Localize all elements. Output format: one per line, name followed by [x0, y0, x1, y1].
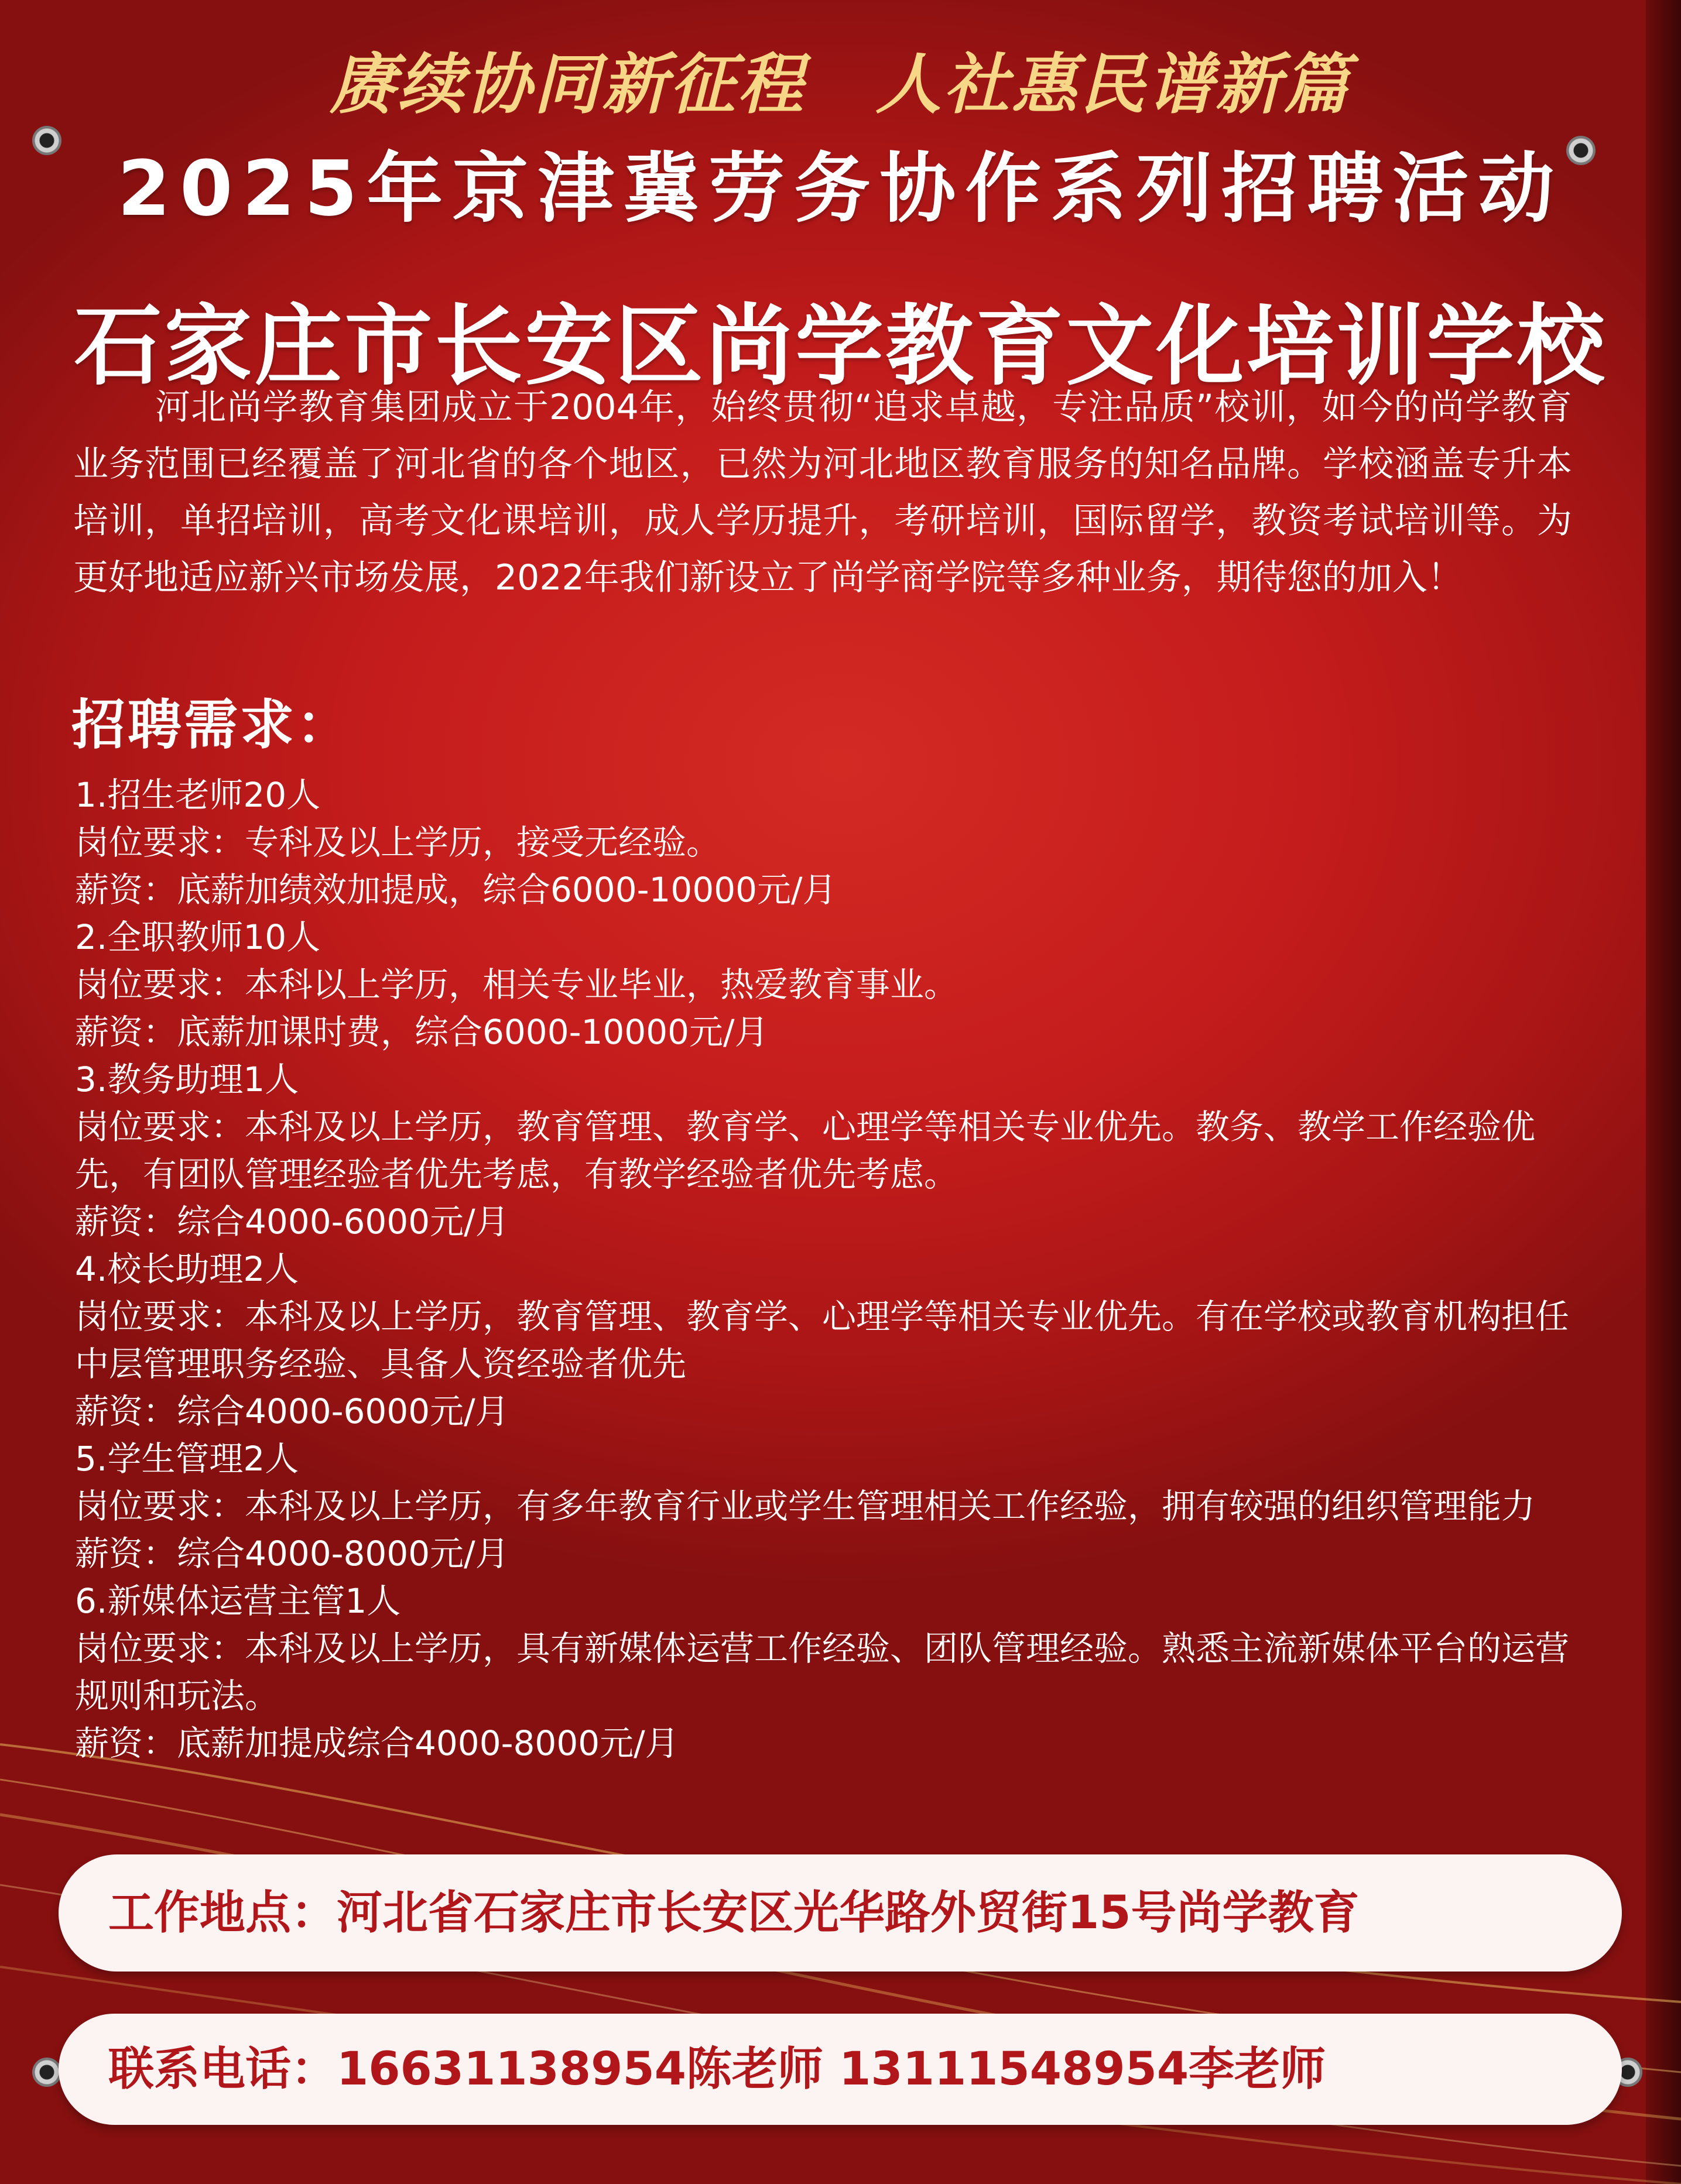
job-title: 6.新媒体运营主管1人 — [75, 1581, 401, 1621]
job-salary: 薪资：底薪加课时费，综合6000-10000元/月 — [75, 1012, 769, 1052]
job-item — [75, 1435, 1597, 1578]
job-requirement: 岗位要求：本科及以上学历，具有新媒体运营工作经验、团队管理经验。熟悉主流新媒体平台的运营规则和玩法。 — [75, 1628, 1570, 1716]
slogan-right: 人社惠民谱新篇 — [875, 46, 1351, 123]
contact-phone-banner — [59, 2014, 1622, 2125]
job-salary: 薪资：底薪加提成综合4000-8000元/月 — [75, 1723, 679, 1763]
job-salary: 薪资：综合4000-6000元/月 — [75, 1202, 509, 1242]
intro-paragraph: 河北尚学教育集团成立于2004年，始终贯彻“追求卓越，专注品质”校训，如今的尚学教育业务范围已经覆盖了河北省的各个地区，已然为河北地区教育服务的知名品牌。学校涵盖专升本培训，单招培训，高考文化课培训，成人学历提升，考研培训，国际留学，教资考试培训等。为更好地适应新兴市场发展，2022年我们新设立了尚学商学院等多种业务，期待您的加入！ — [73, 387, 1572, 598]
grommet-icon — [32, 2058, 61, 2087]
job-item — [75, 772, 1597, 914]
job-list — [75, 772, 1597, 1767]
work-location-banner — [59, 1854, 1622, 1972]
slogan — [0, 32, 1681, 126]
job-requirement: 岗位要求：本科以上学历，相关专业毕业，热爱教育事业。 — [75, 965, 958, 1004]
job-requirement: 岗位要求：专科及以上学历，接受无经验。 — [75, 822, 721, 862]
job-salary: 薪资：综合4000-8000元/月 — [75, 1534, 509, 1573]
contact-phone: 联系电话：16631138954陈老师 13111548954李老师 — [108, 2043, 1326, 2096]
job-requirement: 岗位要求：本科及以上学历，有多年教育行业或学生管理相关工作经验，拥有较强的组织管理能力 — [75, 1486, 1536, 1526]
school-name: 石家庄市长安区尚学教育文化培训学校 — [74, 296, 1607, 397]
job-title: 5.学生管理2人 — [75, 1439, 299, 1479]
slogan-left: 赓续协同新征程 — [330, 46, 806, 123]
job-salary: 薪资：底薪加绩效加提成，综合6000-10000元/月 — [75, 870, 837, 910]
recruitment-heading: 招聘需求： — [71, 694, 353, 756]
job-title: 3.教务助理1人 — [75, 1060, 299, 1099]
job-requirement: 岗位要求：本科及以上学历，教育管理、教育学、心理学等相关专业优先。教务、教学工作经验优先，有团队管理经验者优先考虑，有教学经验者优先考虑。 — [75, 1107, 1536, 1194]
work-location: 工作地点：河北省石家庄市长安区光华路外贸街15号尚学教育 — [108, 1887, 1360, 1939]
job-title: 2.全职教师10人 — [75, 917, 321, 957]
job-item — [75, 1056, 1597, 1246]
job-salary: 薪资：综合4000-6000元/月 — [75, 1391, 509, 1431]
job-item — [75, 1578, 1597, 1767]
job-title: 1.招生老师20人 — [75, 775, 321, 815]
event-title: 2025年京津冀劳务协作系列招聘活动 — [117, 144, 1564, 233]
job-title: 4.校长助理2人 — [75, 1249, 299, 1289]
job-requirement: 岗位要求：本科及以上学历，教育管理、教育学、心理学等相关专业优先。有在学校或教育机构担任中层管理职务经验、具备人资经验者优先 — [75, 1297, 1570, 1384]
job-item — [75, 914, 1597, 1056]
job-item — [75, 1246, 1597, 1435]
